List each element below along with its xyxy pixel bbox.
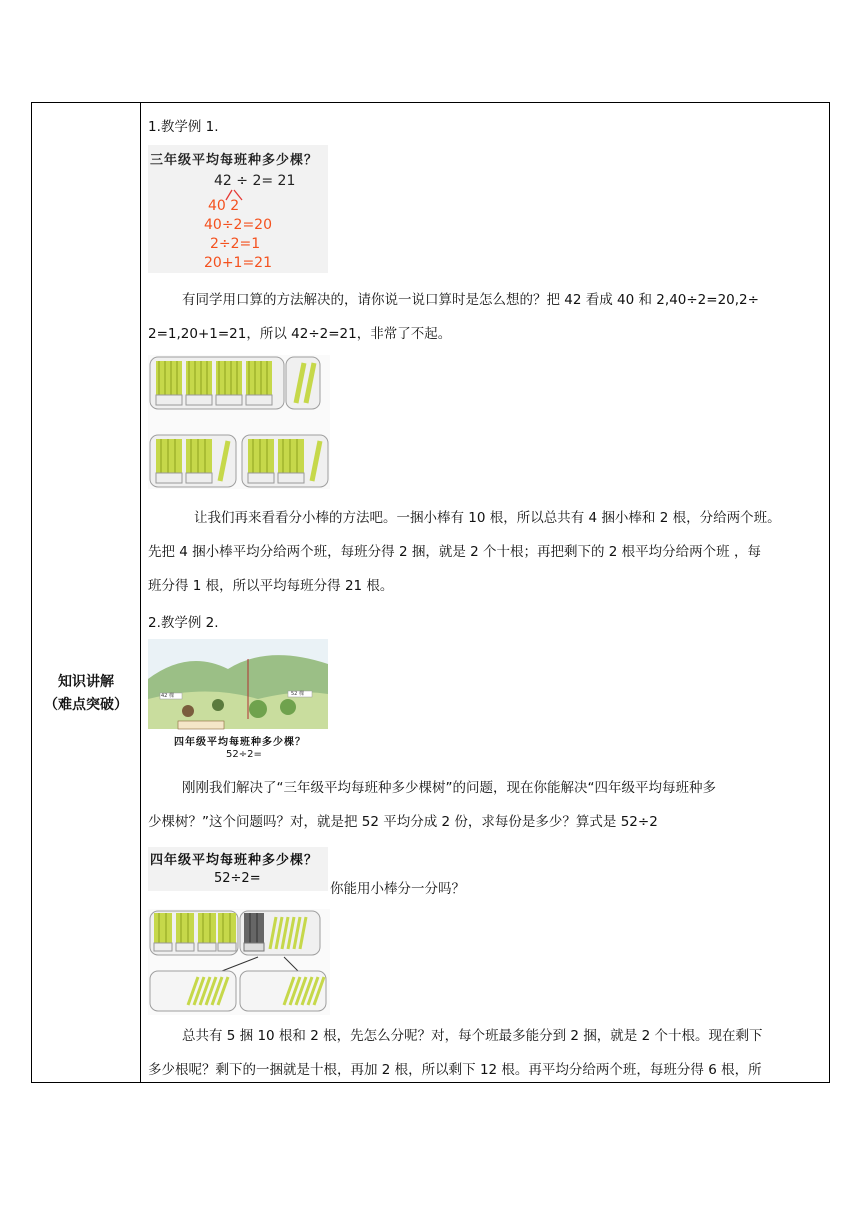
sticks-figure-1 — [148, 355, 330, 489]
example1-para2-line3: 班分得 1 根，所以平均每班分得 21 根。 — [148, 578, 394, 594]
example2-para1-line2: 少棵树？”这个问题吗？对，就是把 52 平均分成 2 份，求每份是多少？算式是 52÷2 — [148, 814, 658, 830]
example1-step1: 40÷2=20 — [204, 217, 272, 233]
example2-ask: 你能用小棒分一分吗？ — [330, 881, 465, 897]
example2-question-box — [148, 847, 328, 891]
example1-step3: 20+1=21 — [204, 255, 272, 271]
example1-figure — [148, 145, 328, 273]
scene-question: 四年级平均每班种多少棵？ — [174, 737, 306, 748]
example1-para2-line2: 先把 4 捆小棒平均分给两个班，每班分得 2 捆，就是 2 个十根；再把剩下的 2 根平均分给两个班 ，每 — [148, 544, 761, 560]
example1-step2: 2÷2=1 — [210, 236, 261, 252]
example2-para1-line1: 刚刚我们解决了“三年级平均每班种多少棵树”的问题，现在你能解决“四年级平均每班种多 — [182, 780, 716, 796]
example2-heading: 2.教学例 2. — [148, 615, 219, 631]
section-label-line1: 知识讲解 — [58, 674, 114, 690]
example1-question: 三年级平均每班种多少棵？ — [150, 153, 319, 168]
section-label-line2: （难点突破） — [44, 697, 128, 713]
example2-scene — [148, 639, 328, 765]
section-label — [32, 671, 140, 717]
example1-heading: 1.教学例 1. — [148, 119, 219, 135]
sticks-figure-2 — [148, 909, 330, 1015]
scene-equation: 52÷2= — [226, 749, 262, 760]
lesson-table — [31, 102, 830, 1083]
scene-tag-52: 52 棵 — [291, 691, 304, 697]
example2-para2-line1: 总共有 5 捆 10 根和 2 根，先怎么分呢？对，每个班最多能分到 2 捆，就是 2 个十根。现在剩下 — [182, 1028, 763, 1044]
example2-equation: 52÷2= — [214, 871, 261, 886]
example1-split: 40 2 — [208, 198, 240, 214]
example1-para2-line1: 让我们再来看看分小棒的方法吧。一捆小棒有 10 根，所以总共有 4 捆小棒和 2 根，分给两个班。 — [194, 510, 781, 526]
example1-para1-line2: 2=1,20+1=21，所以 42÷2=21，非常了不起。 — [148, 326, 452, 342]
example1-para1-line1: 有同学用口算的方法解决的，请你说一说口算时是怎么想的？把 42 看成 40 和 2,40÷2=20,2÷ — [182, 292, 759, 308]
example1-equation: 42 ÷ 2= 21 — [214, 173, 296, 189]
column-divider — [140, 103, 141, 1082]
example2-para2-line2: 多少根呢？剩下的一捆就是十根，再加 2 根，所以剩下 12 根。再平均分给两个班，每班分得 6 根，所 — [148, 1062, 762, 1078]
example2-question: 四年级平均每班种多少棵？ — [150, 853, 319, 868]
scene-tag-42: 42 棵 — [161, 693, 174, 699]
